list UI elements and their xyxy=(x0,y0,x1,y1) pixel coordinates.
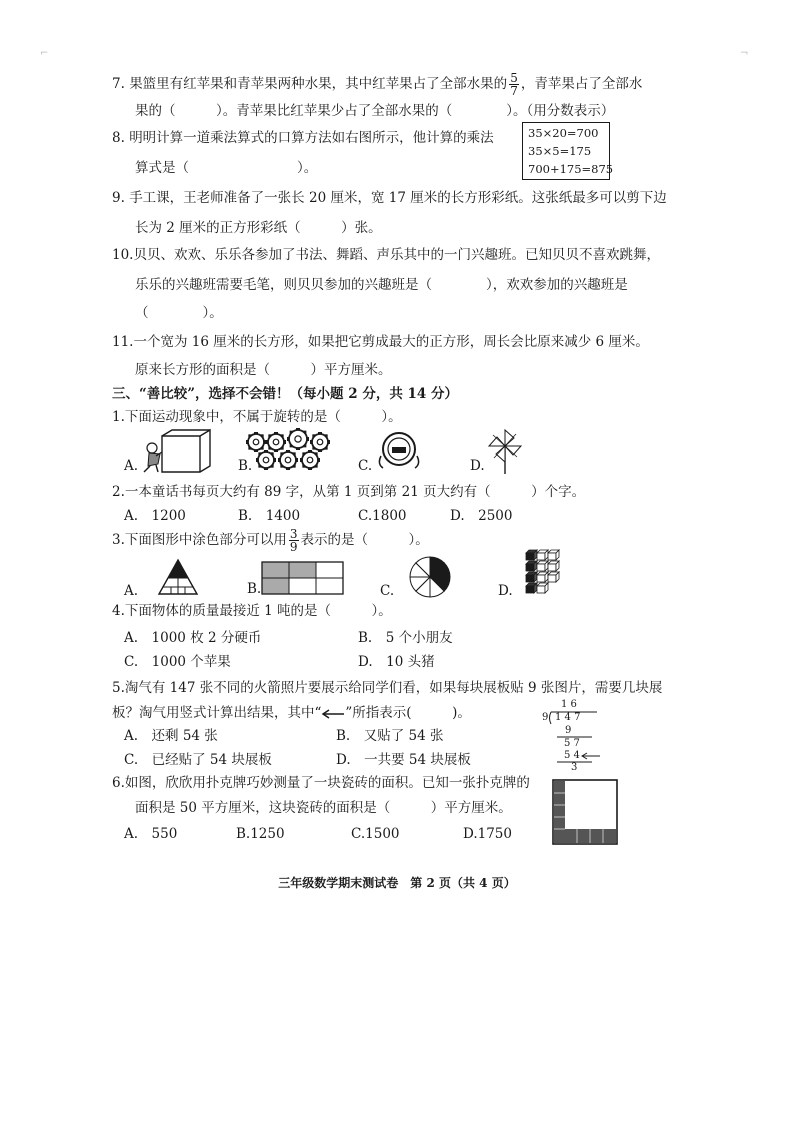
division-step2: 5 7 xyxy=(564,738,580,749)
q11-line1 xyxy=(112,333,649,351)
s3-frac-numerator: 3 xyxy=(289,527,298,541)
q8-number: 8. xyxy=(112,130,125,146)
q11-text: 一个宽为 16 厘米的长方形，如果把它剪成最大的正方形，周长会比原来减少 6 厘米。 xyxy=(133,334,649,350)
s3-option-d: D. xyxy=(498,583,513,599)
q9-number: 9. xyxy=(112,190,125,206)
s1-stem: 1.下面运动现象中，不属于旋转的是（ ）。 xyxy=(112,409,402,425)
cubes-figure xyxy=(524,548,574,598)
s1-option-d: D. xyxy=(470,458,485,474)
s2-option-b: B. 1400 xyxy=(238,508,301,524)
q11-line2: 原来长方形的面积是（ ）平方厘米。 xyxy=(135,362,392,378)
division-divisor: 9 xyxy=(542,712,549,723)
s5-line2-b: ”所指表示( )。 xyxy=(345,705,471,721)
s4-stem: 4.下面物体的质量最接近 1 吨的是（ ）。 xyxy=(112,603,392,619)
tile-cards-figure xyxy=(553,780,619,846)
pushing-box-image xyxy=(140,430,215,474)
long-division xyxy=(537,699,603,775)
s5-option-c: C. 已经贴了 54 块展板 xyxy=(124,752,272,768)
division-quotient: 1 6 xyxy=(561,699,577,710)
s4-option-c: C. 1000 个苹果 xyxy=(124,654,231,670)
q9-text: 手工课，王老师准备了一张长 20 厘米，宽 17 厘米的长方形彩纸。这张纸最多可以剪下边 xyxy=(129,190,667,206)
steering-wheel-image xyxy=(375,430,425,472)
q7-text-b: ，青苹果占了全部水 xyxy=(520,76,643,92)
left-arrow-icon xyxy=(321,709,345,719)
q7-text-a: 果篮里有红苹果和青苹果两种水果，其中红苹果占了全部水果的 xyxy=(129,76,508,92)
s1-option-a: A. xyxy=(124,458,139,474)
division-dividend: 1 4 7 xyxy=(555,712,581,723)
q7-line2: 果的（ ）。青苹果比红苹果少占了全部水果的（ ）。（用分数表示） xyxy=(135,103,615,119)
q8-calc-line: 35×5=175 xyxy=(528,144,592,158)
division-step1: 9 xyxy=(565,725,572,736)
q10-line3: （ ）。 xyxy=(135,305,223,321)
s3-frac-denominator: 9 xyxy=(289,540,298,554)
division-lines xyxy=(537,699,603,775)
q9-line1 xyxy=(112,189,667,207)
s3-stem xyxy=(112,528,429,553)
s3-fraction xyxy=(289,528,299,553)
q10-text: 贝贝、欢欢、乐乐各参加了书法、舞蹈、声乐其中的一门兴趣班。已知贝贝不喜欢跳舞， xyxy=(133,247,660,263)
q9-line2: 长为 2 厘米的正方形彩纸（ ）张。 xyxy=(135,220,382,236)
q8-calc-line: 700+175=875 xyxy=(528,162,614,176)
gears-image xyxy=(246,430,336,472)
q7-fraction xyxy=(509,72,519,97)
s2-stem: 2.一本童话书每页大约有 89 字，从第 1 页到第 21 页大约有（ ）个字。 xyxy=(112,484,586,500)
s6-option-a: A. 550 xyxy=(124,826,178,842)
s3-option-c: C. xyxy=(380,583,395,599)
s6-option-d: D.1750 xyxy=(463,826,512,842)
division-step3: 5 4 xyxy=(564,750,580,761)
q8-line2: 算式是（ ）。 xyxy=(135,160,318,176)
division-remainder: 3 xyxy=(571,762,578,773)
s1-option-c: C. xyxy=(358,458,373,474)
pinwheel-image xyxy=(486,428,526,474)
s3-option-b: B. xyxy=(247,581,262,597)
s2-option-a: A. 1200 xyxy=(124,508,186,524)
s6-option-c: C.1500 xyxy=(351,826,400,842)
q7-line1 xyxy=(112,72,642,97)
q8-calc-box xyxy=(522,122,614,180)
s1-option-b: B. xyxy=(238,458,253,474)
s2-option-c: C.1800 xyxy=(358,508,407,524)
s5-line2-a: 板？淘气用竖式计算出结果，其中“ xyxy=(112,705,322,721)
s4-option-d: D. 10 头猪 xyxy=(358,654,435,670)
q10-line1 xyxy=(112,246,660,264)
q8-text: 明明计算一道乘法算式的口算方法如右图所示，他计算的乘法 xyxy=(129,130,494,146)
s4-option-b: B. 5 个小朋友 xyxy=(358,630,453,646)
q7-number: 7. xyxy=(112,76,125,92)
s6-option-b: B.1250 xyxy=(236,826,285,842)
corner-mark-right: ¬ xyxy=(740,48,749,59)
s3-stem-a: 3.下面图形中涂色部分可以用 xyxy=(112,532,287,548)
s2-option-d: D. 2500 xyxy=(450,508,513,524)
q7-frac-denominator: 7 xyxy=(510,84,518,98)
section3-title: 三、“善比较”，选择不会错！（每小题 2 分，共 14 分） xyxy=(112,386,459,402)
q8-calc-line: 35×20=700 xyxy=(528,126,599,140)
corner-mark-left: ⌐ xyxy=(40,48,49,59)
s6-line1: 6.如图，欣欣用扑克牌巧妙测量了一块瓷砖的面积。已知一张扑克牌的 xyxy=(112,775,530,791)
s4-option-a: A. 1000 枚 2 分硬币 xyxy=(124,630,262,646)
s5-option-b: B. 又贴了 54 张 xyxy=(336,728,444,744)
s6-line2: 面积是 50 平方厘米，这块瓷砖的面积是（ ）平方厘米。 xyxy=(135,800,512,816)
s5-option-a: A. 还剩 54 张 xyxy=(124,728,218,744)
pie-circle-figure xyxy=(409,556,453,600)
triangle-figure xyxy=(157,558,199,596)
q7-frac-numerator: 5 xyxy=(510,71,518,85)
grid-rectangle-figure xyxy=(262,562,344,596)
page-footer: 三年级数学期末测试卷 第 2 页（共 4 页） xyxy=(278,876,516,890)
s5-line1: 5.淘气有 147 张不同的火箭照片要展示给同学们看，如果每块展板贴 9 张图片，需要几块展 xyxy=(112,680,663,696)
q8-line1 xyxy=(112,129,494,147)
s5-line2 xyxy=(112,704,471,722)
q10-line2: 乐乐的兴趣班需要毛笔，则贝贝参加的兴趣班是（ ），欢欢参加的兴趣班是 xyxy=(135,277,628,293)
q10-number: 10. xyxy=(112,247,134,263)
s5-option-d: D. 一共要 54 块展板 xyxy=(336,752,471,768)
s3-option-a: A. xyxy=(124,583,139,599)
q11-number: 11. xyxy=(112,334,134,350)
s3-stem-b: 表示的是（ ）。 xyxy=(300,532,429,548)
